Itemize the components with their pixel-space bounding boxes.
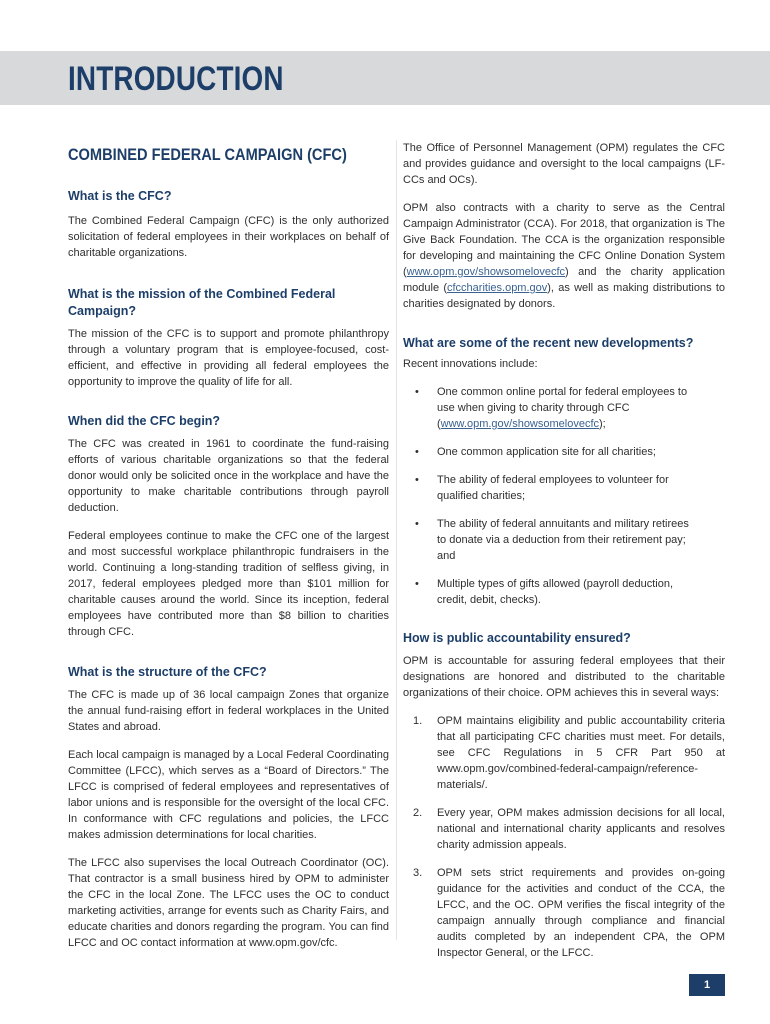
step-text: Every year, OPM makes admission decisions for all local, national and international charity applicants and resolves charity admission appeals. (437, 807, 725, 851)
bullet-text: The ability of federal annuitants and military retirees to donate via a deduction from their retirement pay; and (437, 518, 689, 562)
bullet-icon: • (415, 518, 419, 530)
bullet-text: One common application site for all charities; (437, 446, 656, 458)
answer-structure-p1: The CFC is made up of 36 local campaign Zones that organize the annual fund-raising effort in federal workplaces in the United States and abroad. (68, 689, 389, 733)
step-number: 1. (413, 715, 423, 727)
list-item (403, 516, 725, 564)
bullet-text: The ability of federal employees to volunteer for qualified charities; (437, 474, 669, 502)
list-item (403, 576, 725, 608)
bullet-text: Multiple types of gifts allowed (payroll deduction, credit, debit, checks). (437, 578, 674, 606)
innovations-list (403, 384, 725, 608)
accountability-intro: OPM is accountable for assuring federal employees that their designations are honored and distributed to the charitable organizations of their choice. OPM achieves this in several ways: (403, 655, 725, 699)
showsomelove-link[interactable]: www.opm.gov/showsomelovecfc (440, 418, 600, 430)
cca-text-mid: ) and the charity application module ( (403, 266, 725, 294)
cca-text-end: ), as well as making distributions to charities designated by donors. (403, 282, 726, 310)
step-text: OPM maintains eligibility and public accountability criteria that all participating CFC charities must meet. For details, see CFC Regulations in 5 CFR Part 950 at www.opm.gov/combined-federal-campaign/reference-materials/. (437, 715, 725, 791)
list-item (403, 384, 725, 432)
right-column (403, 140, 725, 961)
bullet-icon: • (415, 446, 419, 458)
bullet-icon: • (415, 578, 419, 590)
answer-mission: The mission of the CFC is to support and promote philanthropy through a voluntary program that is employee-focused, cost-efficient, and effective in providing all federal employees the opportunity to improve the quality of life for all. (68, 328, 389, 388)
answer-when-begin-p2: Federal employees continue to make the CFC one of the largest and most successful workplace philanthropic fundraisers in the world. Continuing a long-standing tradition of selfless giving, in 2017, federal employees pledged more than $101 million for charitable causes around the world. Since its inception, federal employees have contributed more than $8 billion to charities through CFC. (68, 530, 389, 638)
answer-structure-p3: The LFCC also supervises the local Outreach Coordinator (OC). That contractor is a small business hired by OPM to administer the CFC in the local Zone. The LFCC uses the OC to conduct marketing activities, arrange for events such as Charity Fairs, and educate charities and donors regarding the program. You can find LFCC and OC contact information at www.opm.gov/cfc. (68, 857, 389, 949)
cca-paragraph (403, 200, 725, 312)
innovations-intro: Recent innovations include: (403, 358, 538, 370)
page-title: INTRODUCTION (68, 60, 284, 98)
section-title: COMBINED FEDERAL CAMPAIGN (CFC) (68, 145, 347, 164)
step-number: 2. (413, 807, 423, 819)
question-what-is-cfc: What is the CFC? (68, 189, 172, 203)
answer-what-is-cfc: The Combined Federal Campaign (CFC) is the only authorized solicitation of federal employees in their workplaces on behalf of charitable organizations. (68, 215, 389, 259)
question-new-developments: What are some of the recent new developments? (403, 336, 694, 350)
question-accountability: How is public accountability ensured? (403, 631, 631, 645)
question-when-begin: When did the CFC begin? (68, 414, 221, 428)
page-number: 1 (689, 974, 725, 996)
question-mission: What is the mission of the Combined Federal Campaign? (68, 287, 336, 318)
bullet-text-end: ); (599, 418, 606, 430)
list-item (403, 865, 725, 961)
list-item (403, 805, 725, 853)
accountability-steps (403, 713, 725, 961)
bullet-icon: • (415, 474, 419, 486)
step-text: OPM sets strict requirements and provides on-going guidance for the activities and conduct of the CCA, the LFCC, and the OC. OPM verifies the fiscal integrity of the campaign annually through compliance and financial audits completed by an independent CPA, the OPM Inspector General, or the LFCC. (437, 867, 725, 959)
bullet-icon: • (415, 386, 419, 398)
bullet-text: One common online portal for federal employees to use when giving to charity through CFC ( (437, 386, 688, 430)
answer-when-begin-p1: The CFC was created in 1961 to coordinate the fund-raising efforts of various charitable organizations so that the federal donor would only be solicited once in the workplace and have the opportunity to make charitable contributions through payroll deduction. (68, 438, 389, 514)
charity-application-link[interactable]: cfccharities.opm.gov (447, 282, 548, 294)
list-item (403, 472, 725, 504)
answer-structure-p2: Each local campaign is managed by a Local Federal Coordinating Committee (LFCC), which serves as a “Board of Directors.” The LFCC is comprised of federal employees and representatives of labor unions and is responsible for the oversight of the local CFC. In conformance with CFC regulations and policies, the LFCC makes admission determinations for local charities. (68, 749, 389, 841)
list-item (403, 713, 725, 793)
question-structure: What is the structure of the CFC? (68, 665, 267, 679)
left-column (68, 140, 389, 951)
donation-system-link[interactable]: www.opm.gov/showsomelovecfc (406, 266, 566, 278)
cca-text-start: OPM also contracts with a charity to serve as the Central Campaign Administrator (CCA). For 2018, that organization is The Give Back Foundation. The CCA is the organization responsible for developing and maintaining the CFC Online Donation System ( (403, 202, 725, 278)
column-divider (396, 140, 397, 940)
list-item (403, 444, 725, 460)
step-number: 3. (413, 867, 423, 879)
opm-regulates-paragraph: The Office of Personnel Management (OPM) regulates the CFC and provides guidance and oversight to the local campaigns (LF-CCs and OCs). (403, 142, 725, 186)
